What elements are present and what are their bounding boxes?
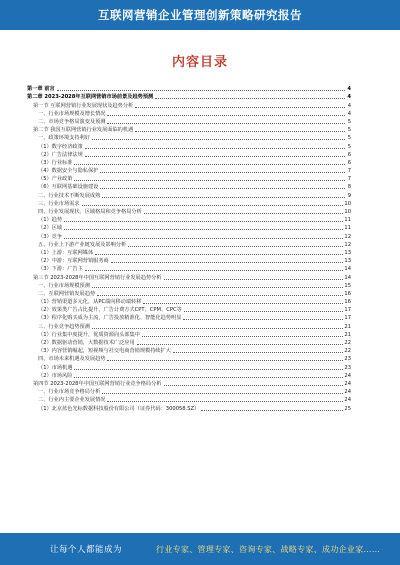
toc-entry-title: （1）上游：互联网媒体 [38,249,94,256]
toc-entry-title: 三、行业竞争趋势预测 [38,323,90,330]
toc-leader-dots [74,377,343,378]
toc-entry-title: （3）行业标准 [38,159,73,166]
report-title: 互联网营销企业管理创新策略研究报告 [98,8,302,22]
toc-entry-title: 五、行业上下游产业链发展及影响分析 [38,241,127,248]
report-footer [0,533,400,565]
toc-entry-page: 14 [344,266,351,273]
toc-entry[interactable] [27,84,351,92]
toc-entry[interactable] [27,354,351,362]
toc-entry-title: （1）行业集中度提升，优质资源向头部集中 [38,331,140,338]
toc-entry-title: （6）互联网基础设施建设 [38,184,99,191]
toc-entry[interactable] [27,117,351,125]
toc-leader-dots [74,180,345,181]
toc-entry-page: 6 [347,159,351,166]
toc-entry[interactable] [27,141,351,149]
toc-leader-dots [128,246,343,247]
toc-entry-page: 12 [344,233,351,240]
toc-leader-dots [201,410,343,411]
toc-entry-page: 24 [344,397,351,404]
toc-entry-page: 7 [347,168,351,175]
toc-entry-title: 第二节 我国互联网营销行业发展面临的机遇 [33,127,134,134]
toc-entry[interactable] [27,297,351,305]
toc-entry[interactable] [27,371,351,379]
report-header [0,0,400,30]
toc-leader-dots [143,303,343,304]
toc-entry-title: 三、行业市场需求 [38,200,80,207]
toc-leader-dots [97,295,343,296]
toc-entry[interactable] [27,272,351,280]
toc-entry-page: 13 [344,249,351,256]
toc-leader-dots [92,328,344,329]
toc-entry[interactable] [27,182,351,190]
toc-leader-dots [82,205,344,206]
toc-entry-title: （1）数字经济政策 [38,143,83,150]
toc-entry-page: 5 [347,135,351,142]
toc-entry[interactable] [27,395,351,403]
toc-entry-page: 11 [344,217,351,224]
toc-entry-page: 17 [344,315,351,322]
toc-entry-page: 6 [347,151,351,158]
toc-entry-page: 21 [344,323,351,330]
toc-leader-dots [107,123,345,124]
toc-entry[interactable] [27,264,351,272]
toc-entry-page: 15 [344,282,351,289]
toc-entry-title: （1）营销渠道多元化，从PC端向移动端转移 [38,299,142,306]
toc-entry[interactable] [27,231,351,239]
toc-leader-dots [92,139,345,140]
toc-entry-page: 13 [344,258,351,265]
toc-entry-page: 23 [344,364,351,371]
toc-entry[interactable] [27,256,351,264]
toc-entry-title: 二、互联网营销发展趋势 [38,290,96,297]
toc-leader-dots [164,279,344,280]
toc-entry-title: 第一节 互联网营销行业发展现状及趋势分析 [33,102,134,109]
toc-leader-dots [100,188,345,189]
toc-entry[interactable] [27,174,351,182]
toc-entry[interactable] [27,109,351,117]
toc-leader-dots [64,229,343,230]
toc-entry[interactable] [27,207,351,215]
toc-entry[interactable] [27,338,351,346]
toc-leader-dots [95,254,343,255]
toc-entry-page: 24 [344,372,351,379]
toc-entry-page: 24 [344,389,351,396]
toc-leader-dots [57,90,345,91]
toc-entry-page: 10 [344,209,351,215]
toc-leader-dots [111,262,344,263]
toc-entry-page: 24 [344,380,351,387]
footer-tagline: 行业专家、管理专家、咨询专家、战略专家、成功企业家…… [156,544,381,554]
toc-entry-page: 5 [347,118,351,125]
toc-entry-title: （3）程序化购买成为主流，广告投放精准化、智能化趋势明显 [38,315,182,322]
toc-entry[interactable] [27,379,351,387]
toc-entry-page: 16 [344,290,351,297]
toc-entry[interactable] [27,281,351,289]
toc-leader-dots [107,360,343,361]
toc-entry[interactable] [27,133,351,141]
toc-entry-title: 一、行业市场规模及增长情况 [38,110,106,117]
toc-leader-dots [85,148,345,149]
toc-entry-page: 25 [344,405,351,412]
toc-leader-dots [85,270,344,271]
toc-entry[interactable] [27,199,351,207]
toc-entry-title: （3）内容营销崛起，短视频与社交电商营销规模持续扩大 [38,348,171,355]
toc-heading: 内容目录 [171,55,228,70]
toc-entry[interactable] [27,150,351,158]
toc-entry[interactable] [27,387,351,395]
toc-leader-dots [102,393,343,394]
toc-entry[interactable] [27,346,351,354]
toc-entry-page: 9 [347,192,351,199]
toc-entry-page: 17 [344,307,351,314]
toc-entry[interactable] [27,215,351,223]
toc-entry-title: （3）竞争 [38,233,63,240]
toc-entry[interactable] [27,403,351,411]
toc-entry-page: 4 [347,86,351,93]
toc-leader-dots [107,115,345,116]
toc-entry-title: 第四节 2023-2028年中国互联网营销行业竞争格局分析 [33,380,162,387]
toc-leader-dots [135,131,345,132]
toc-entry-title: 四、行业发展现状、区域格局和竞争格局分析 [38,209,142,215]
toc-entry-title: （5）产业政策 [38,176,73,183]
toc-entry[interactable] [27,362,351,370]
toc-leader-dots [74,369,343,370]
toc-entry-page: 4 [347,110,351,117]
toc-entry-title: （2）效果类广告占比提升，广告计费方式CPT、CPM、CPC等 [38,307,182,314]
toc-entry[interactable] [27,305,351,313]
toc-entry-title: （1）北京蓝色光标数据科技股份有限公司（证券代码：300058.SZ） [38,405,200,412]
toc-entry-page: 22 [344,340,351,346]
toc-leader-dots [100,172,345,173]
toc-entry-page: 23 [344,356,351,363]
toc-entry-title: （2）市场风险 [38,372,73,379]
toc-leader-dots [173,352,343,353]
toc-leader-dots [142,336,344,337]
toc-leader-dots [85,156,345,157]
toc-entry-page: 8 [347,184,351,191]
toc-entry-page: 5 [347,143,351,150]
toc-entry[interactable] [27,240,351,248]
toc-entry[interactable] [27,166,351,174]
toc-entry-page: 14 [344,274,351,281]
footer-slogan: 让每个人都能成为 [50,545,123,555]
toc-entry[interactable] [27,330,351,338]
toc-leader-dots [64,238,343,239]
toc-entry-title: 二、行业技术不断发展成熟 [38,192,101,199]
toc-leader-dots [74,164,345,165]
toc-entry-page: 22 [344,348,351,355]
toc-entry-title: （2）中游：互联网营销服务商 [38,258,109,265]
toc-entry[interactable] [27,158,351,166]
toc-leader-dots [102,197,345,198]
toc-entry[interactable] [27,248,351,256]
toc-entry-title: 第三节 2023-2028年中国互联网营销行业发展趋势分析 [33,274,162,281]
toc-entry-page: 16 [344,299,351,306]
toc-leader-dots [155,98,345,99]
toc-entry[interactable] [27,223,351,231]
toc-leader-dots [92,287,344,288]
toc-entry-title: （1）市场机遇 [38,364,73,371]
toc-entry[interactable] [27,313,351,321]
toc-entry-title: （4）数据安全与隐私保护 [38,168,99,175]
toc-entry-page: 10 [344,200,351,207]
toc-entry-page: 4 [347,102,351,109]
toc-entry-page: 7 [347,176,351,183]
toc-entry-title: 四、市场未来机遇及发展趋势 [38,356,106,363]
toc-entry-title: 一、行业市场竞争格局分析 [38,389,101,396]
toc-leader-dots [184,311,344,312]
toc-entry-title: 一、行业市场规模预测 [38,282,90,289]
toc-leader-dots [183,319,343,320]
toc-entry-title: 二、市场竞争格局演变及预测 [38,118,106,125]
toc-entry[interactable] [27,125,351,133]
toc-entry-title: 第一章 前言 [27,86,55,93]
toc-leader-dots [135,107,345,108]
toc-entry-title: 第二章 2023-2028年互联网营销市场前景及趋势预测 [27,94,154,101]
toc-entry-title: （2）区域 [38,225,63,232]
toc-entry-title: 二、行业内主要企业发展情况 [38,397,106,404]
toc-leader-dots [144,213,344,214]
toc-leader-dots [164,385,344,386]
toc-leader-dots [137,344,344,345]
toc-entry-page: 4 [347,94,351,101]
toc-leader-dots [64,221,343,222]
toc-entry-title: （1）趋势 [38,217,63,224]
toc-leader-dots [107,401,343,402]
toc-entry-page: 11 [344,225,351,232]
toc-entry-page: 21 [344,331,351,338]
toc-entry[interactable] [27,100,351,108]
toc-entry-title: （2）广告法律法规 [38,151,83,158]
toc-entry-page: 12 [344,241,351,248]
toc-entry-title: （3）下游：广告主 [38,266,83,273]
toc-entry[interactable] [27,289,351,297]
table-of-contents [27,84,351,412]
toc-entry[interactable] [27,190,351,198]
toc-entry-title: （2）数据驱动营销，大数据技术广泛应用 [38,340,135,346]
toc-entry-page: 5 [347,127,351,134]
toc-entry[interactable] [27,321,351,329]
toc-entry[interactable] [27,92,351,100]
toc-entry-title: 一、政策环境支持利好 [38,135,90,142]
